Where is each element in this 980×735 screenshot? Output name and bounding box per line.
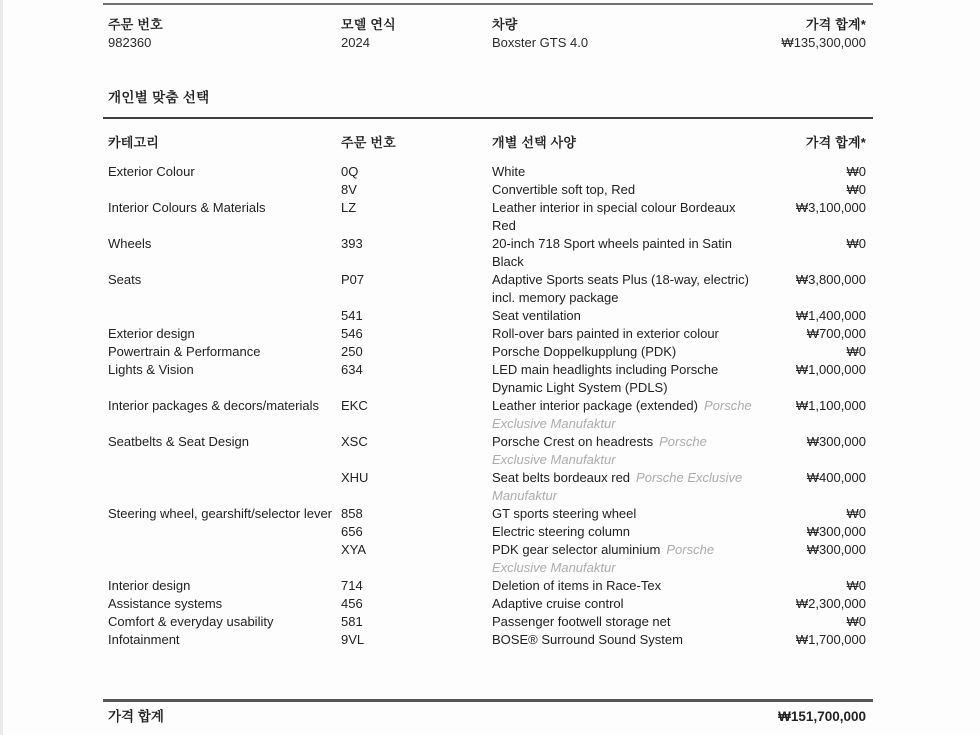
table-row	[103, 397, 873, 433]
row-option-code: 546	[341, 326, 363, 341]
row-exclusive-manufaktur-note: Porsche Exclusive Manufaktur	[492, 470, 743, 503]
row-option-text: LED main headlights including Porsche Dynamic Light System (PDLS)	[492, 362, 719, 395]
row-price: ₩1,100,000	[795, 398, 866, 413]
row-option-code: 393	[341, 236, 363, 251]
table-row	[103, 271, 873, 307]
row-price: ₩3,800,000	[795, 272, 866, 287]
row-option-text: Seat ventilation	[492, 308, 581, 323]
row-category: Assistance systems	[108, 596, 223, 611]
row-option-code: P07	[341, 272, 365, 287]
vehicle-value: Boxster GTS 4.0	[492, 35, 589, 50]
row-option-code: 634	[341, 362, 363, 377]
row-option-code: 9VL	[341, 632, 365, 647]
row-category: Wheels	[108, 236, 152, 251]
row-option-text: Porsche Crest on headrests	[492, 434, 654, 449]
row-option-description	[492, 181, 754, 199]
row-price: ₩0	[846, 578, 866, 593]
grand-total-value: ₩151,700,000	[778, 709, 866, 724]
table-row	[103, 307, 873, 325]
row-option-text: Seat belts bordeaux red	[492, 470, 631, 485]
order-number-value: 982360	[108, 35, 152, 50]
row-option-code: EKC	[341, 398, 368, 413]
row-option-text: Leather interior package (extended)	[492, 398, 698, 413]
row-category: Interior packages & decors/materials	[108, 398, 319, 413]
row-price: ₩1,400,000	[795, 308, 866, 323]
row-price: ₩1,700,000	[795, 632, 866, 647]
table-row	[103, 199, 873, 235]
row-option-description	[492, 199, 754, 235]
table-row	[103, 181, 873, 199]
options-table-body	[103, 163, 873, 649]
table-row	[103, 577, 873, 595]
row-option-description	[492, 271, 754, 307]
row-category: Interior Colours & Materials	[108, 200, 266, 215]
row-option-description	[492, 307, 754, 325]
table-row	[103, 469, 873, 505]
row-option-text: Electric steering column	[492, 524, 630, 539]
row-option-description	[492, 325, 754, 343]
row-exclusive-manufaktur-note: Porsche Exclusive Manufaktur	[492, 434, 707, 467]
row-option-code: 456	[341, 596, 363, 611]
row-option-text: White	[492, 164, 526, 179]
column-header-option: 개별 선택 사양	[492, 135, 577, 150]
row-price: ₩0	[846, 506, 866, 521]
row-option-text: Adaptive Sports seats Plus (18-way, electric) incl. memory package	[492, 272, 749, 305]
row-price: ₩0	[846, 164, 866, 179]
row-category: Seats	[108, 272, 142, 287]
row-price: ₩0	[846, 344, 866, 359]
row-option-text: Adaptive cruise control	[492, 596, 624, 611]
model-year-value: 2024	[341, 35, 370, 50]
price-total-value: ₩135,300,000	[781, 35, 866, 50]
column-header-price: 가격 합계*	[805, 135, 866, 150]
row-price: ₩2,300,000	[795, 596, 866, 611]
section-title: 개인별 맞춤 선택	[108, 90, 210, 105]
total-divider	[103, 699, 873, 702]
row-option-text: BOSE® Surround Sound System	[492, 632, 683, 647]
row-option-code: 250	[341, 344, 363, 359]
row-option-description	[492, 613, 754, 631]
row-category: Interior design	[108, 578, 191, 593]
row-option-description	[492, 163, 754, 181]
row-option-code: 858	[341, 506, 363, 521]
top-divider	[103, 3, 873, 5]
vehicle-label: 차량	[492, 17, 518, 32]
table-row	[103, 163, 873, 181]
row-price: ₩300,000	[806, 542, 866, 557]
row-option-text: Convertible soft top, Red	[492, 182, 636, 197]
table-row	[103, 631, 873, 649]
row-category: Seatbelts & Seat Design	[108, 434, 249, 449]
row-option-description	[492, 541, 754, 577]
table-row	[103, 541, 873, 577]
row-exclusive-manufaktur-note: Porsche Exclusive Manufaktur	[492, 398, 752, 431]
row-price: ₩1,000,000	[795, 362, 866, 377]
row-option-code: 656	[341, 524, 363, 539]
row-option-code: XSC	[341, 434, 368, 449]
row-option-code: 8V	[341, 182, 357, 197]
row-category: Powertrain & Performance	[108, 344, 261, 359]
order-number-label: 주문 번호	[108, 17, 163, 32]
row-option-text: Porsche Doppelkupplung (PDK)	[492, 344, 677, 359]
column-header-code: 주문 번호	[341, 135, 396, 150]
row-option-description	[492, 235, 754, 271]
summary-values-row	[103, 34, 873, 52]
table-row	[103, 595, 873, 613]
row-category: Exterior Colour	[108, 164, 195, 179]
grand-total-label: 가격 합계	[108, 709, 164, 724]
grand-total-row	[103, 708, 873, 726]
row-price: ₩3,100,000	[795, 200, 866, 215]
row-category: Infotainment	[108, 632, 180, 647]
row-option-description	[492, 469, 754, 505]
table-row	[103, 433, 873, 469]
row-option-text: GT sports steering wheel	[492, 506, 637, 521]
row-option-description	[492, 397, 754, 433]
row-price: ₩0	[846, 182, 866, 197]
row-option-code: XHU	[341, 470, 369, 485]
row-price: ₩0	[846, 614, 866, 629]
row-price: ₩400,000	[806, 470, 866, 485]
table-row	[103, 361, 873, 397]
price-total-label: 가격 합계*	[805, 17, 866, 32]
table-row	[103, 343, 873, 361]
row-option-code: 714	[341, 578, 363, 593]
row-price: ₩700,000	[806, 326, 866, 341]
model-year-label: 모델 연식	[341, 17, 396, 32]
row-option-description	[492, 523, 754, 541]
row-option-description	[492, 433, 754, 469]
row-option-code: 541	[341, 308, 363, 323]
row-option-code: 0Q	[341, 164, 359, 179]
row-option-description	[492, 631, 754, 649]
summary-labels-row	[103, 16, 873, 34]
row-option-description	[492, 361, 754, 397]
table-row	[103, 235, 873, 271]
row-option-code: XYA	[341, 542, 367, 557]
row-option-text: Leather interior in special colour Bordeaux Red	[492, 200, 736, 233]
row-option-text: Passenger footwell storage net	[492, 614, 671, 629]
row-option-description	[492, 577, 754, 595]
table-row	[103, 325, 873, 343]
row-price: ₩300,000	[806, 434, 866, 449]
row-option-text: Deletion of items in Race-Tex	[492, 578, 662, 593]
row-option-description	[492, 343, 754, 361]
row-option-code: 581	[341, 614, 363, 629]
column-header-category: 카테고리	[108, 135, 160, 150]
row-category: Comfort & everyday usability	[108, 614, 274, 629]
row-category: Exterior design	[108, 326, 195, 341]
table-row	[103, 523, 873, 541]
section-divider	[103, 117, 873, 119]
table-row	[103, 613, 873, 631]
row-price: ₩300,000	[806, 524, 866, 539]
row-option-description	[492, 505, 754, 523]
row-category: Steering wheel, gearshift/selector lever	[108, 506, 333, 521]
row-option-text: Roll-over bars painted in exterior colour	[492, 326, 719, 341]
row-exclusive-manufaktur-note: Porsche Exclusive Manufaktur	[492, 542, 715, 575]
row-option-description	[492, 595, 754, 613]
row-option-text: PDK gear selector aluminium	[492, 542, 661, 557]
options-table-header	[103, 134, 873, 152]
row-option-code: LZ	[341, 200, 357, 215]
row-category: Lights & Vision	[108, 362, 194, 377]
row-price: ₩0	[846, 236, 866, 251]
table-row	[103, 505, 873, 523]
row-option-text: 20-inch 718 Sport wheels painted in Satin Black	[492, 236, 732, 269]
vehicle-summary	[103, 16, 873, 52]
